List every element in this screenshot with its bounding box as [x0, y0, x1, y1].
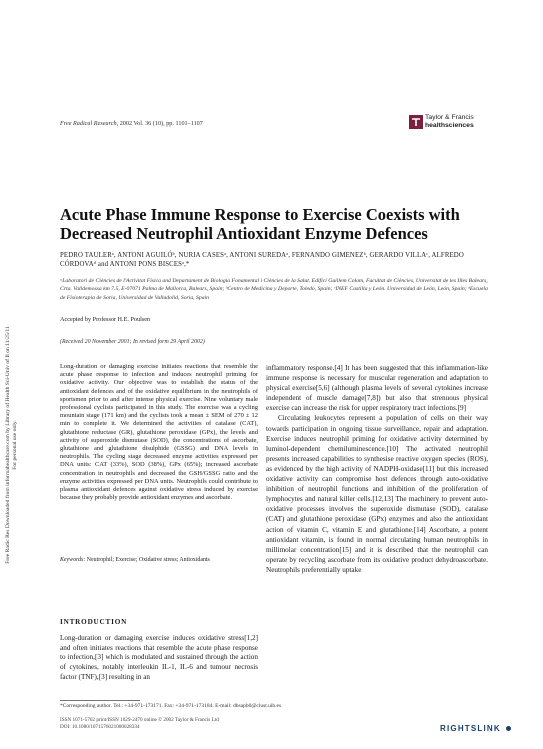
doi-line: DOI: 10.1080/1071576021000028334	[60, 724, 140, 730]
download-notice-line2: For personal use only.	[12, 420, 18, 470]
issn-line: ISSN 1071-5762 print/ISSN 1029-2470 online © 2002 Taylor & Francis Ltd	[60, 717, 219, 723]
publisher-imprint: healthsciences	[425, 122, 474, 129]
footnote-divider	[60, 700, 140, 701]
corresponding-author-footnote: *Corresponding author. Tel.: +34-971-173171. Fax: +34-971-173184. E-mail: dbsapb0@clust.uib.es	[60, 703, 282, 709]
paragraph-leukocytes: Circulating leukocytes represent a population of cells on their way towards participation in ongoing tissue surveillance, repair and adaptation. Exercise induces neutrophil priming for oxidative activity determined by luminol-dependent chemiluminescence.[10] The activated neutrophil presents increased capabilities to synthesise reactive oxygen species (ROS), as evidenced by the high activity of NADPH-oxidase[11] but this increased oxidative activity can compromise host defences through auto-oxidative inhibition of neutrophil functions and inhibition of the proliferation of lymphocytes and natural killer cells.[12,13] The machinery to prevent auto-oxidative processes involves the superoxide dismutase (SOD), catalase (CAT) and glutathione peroxidase (GPx) enzymes and also the antioxidant action of vitamin C, vitamin E and glutathione.[14] Ascorbate, a potent antioxidant vitamin, is found in normal circulating human neutrophils in millimolar concentration[15] and it is described that the neutrophil can operate by recycling ascorbate from its oxidative product dehydroascorbate. Neutrophils preferentially uptake	[266, 414, 488, 574]
publisher-name: Taylor & Francis	[425, 114, 474, 121]
publisher-mark-icon	[409, 115, 423, 129]
journal-reference	[60, 120, 203, 127]
keywords	[60, 557, 260, 563]
section-heading-introduction: INTRODUCTION	[60, 618, 128, 626]
keywords-label: Keywords:	[60, 557, 86, 563]
affiliations: ᵃLaboratori de Ciències de l'Activitat Física and Departament de Biologia Fonamental i Ciències de la Salut. Edifici Guillem Colom, Facultat de Ciències, Universitat de les Illes Balears, Crta. Valldemossa km 7.5, E-07071 Palma de Mallorca, Balears, Spain; ᵇCentro de Medicina y Deporte, Toledo, Spain; ᶜINEF Castilla y León. Universidad de León, León, Spain; ᵈEscuela de Fisioterapia de Soria, Universidad de Valladolid, Soria, Spain	[60, 278, 488, 301]
article-title: Acute Phase Immune Response to Exercise Coexists with Decreased Neutrophil Antioxidant Enzyme Defences	[60, 205, 460, 243]
rightslink-logo[interactable]	[440, 724, 510, 738]
journal-volume-pages: 2002 Vol. 36 (10), pp. 1101–1107	[119, 120, 203, 127]
keywords-list: Neutrophil; Exercise; Oxidative stress; Antioxidants	[86, 557, 210, 563]
rightslink-dot-icon	[506, 726, 511, 731]
accepted-by: Accepted by Professor H.E. Poulsen	[60, 316, 151, 323]
download-notice	[2, 210, 32, 680]
issn-info	[60, 717, 219, 731]
received-dates: (Received 20 November 2001; In revised form 29 April 2002)	[60, 339, 205, 345]
journal-name: Free Radical Research,	[60, 120, 119, 127]
publisher-logo	[409, 113, 499, 131]
rightslink-label: RIGHTSLINK	[440, 724, 501, 733]
download-notice-line1: Free Radic Res Downloaded from informahealthcare.com by Library of Health Sci-Univ of Il on 11/25/11	[5, 326, 11, 564]
abstract: Long-duration or damaging exercise initiates reactions that resemble the acute phase response to infection and induces neutrophil priming for oxidative activity. Our objective was to establish the status of the antioxidant defences and of the oxidative equilibrium in the neutrophils of sportsmen prior to and after intense physical exercise. Nine voluntary male professional cyclists participated in this study. The exercise was a cycling mountain stage (171 km) and the cyclists took a mean ± SEM of 270 ± 12 min to complete it. We determined the activities of catalase (CAT), glutathione reductase (GR), glutathione peroxidase (GPx), the levels and activity of superoxide dismutase (SOD), the concentrations of ascorbate, glutathione and glutathione disulphide (GSSG) and DNA levels in neutrophils. The cycling stage decreased enzyme activities expressed per DNA units: CAT (33%), SOD (38%), GPx (65%); increased ascorbate concentration in neutrophils and decreased the GSH/GSSG ratio and the enzyme activities expressed per DNA units. Neutrophils could contribute to plasma antioxidant defences against oxidative stress induced by exercise because they probably provide antioxidant enzymes and ascorbate.	[60, 363, 258, 502]
author-list: PEDRO TAULERᵃ, ANTONI AGUILÓᵇ, NURIA CASESᵃ, ANTONI SUREDAᵃ, FERNANDO GIMENEZᵇ, GERARDO VILLAᶜ, ALFREDO CÓRDOVAᵈ and ANTONI PONS BISCESᵃ,*	[60, 252, 464, 268]
right-column	[266, 363, 488, 575]
introduction-text-left: Long-duration or damaging exercise induces oxidative stress[1,2] and often initiates reactions that resemble the acute phase response to infection,[3] which is modulated and sustained through the action of cytokines, notably interleukin IL-1, IL-6 and tumour necrosis factor (TNF),[3] resulting in an	[60, 634, 258, 681]
paragraph-inflammatory: inflammatory response.[4] It has been suggested that this inflammation-like immune response is necessary for muscular regeneration and adaptation to physical exercise[5,6] (although plasma levels of several cytokines increase independent of muscle damage[7,8]) but also that strenuous physical exercise can increase the risk for upper respiratory tract infections.[9]	[266, 364, 488, 413]
